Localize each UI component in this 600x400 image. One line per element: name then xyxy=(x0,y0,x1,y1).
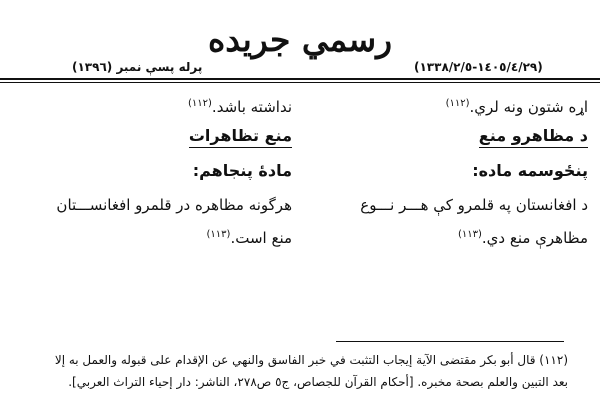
pashto-column xyxy=(316,94,588,253)
footnote-line-2: بعد التبين والعلم بصحة مخبره. [أحكام القرآن للجصاص، ج٥ ص٢٧٨، الناشر: دار إحياء التراث العربي]. xyxy=(68,375,568,389)
issue-dates: (١٤٠٥/٤/٢٩-١٣٣٨/٢/٥) xyxy=(414,60,543,74)
dari-body-footnote-ref: (١١٣) xyxy=(206,229,231,240)
pashto-body-line-1: د افغانستان په قلمرو کې هـــر نـــوع xyxy=(360,196,588,214)
pashto-body-line-2-text: مظاهرې منع دي. xyxy=(481,229,588,247)
dari-article-body xyxy=(14,190,292,253)
pashto-body-footnote-ref: (١١٣) xyxy=(457,229,482,240)
header-rule-thick xyxy=(0,78,600,80)
gazette-title: رسمي جريده xyxy=(207,20,393,59)
footnote xyxy=(10,349,568,393)
dari-body-line-1: هرگونه مظاهره در قلمرو افغانســـتان xyxy=(56,196,292,214)
pashto-section-heading: د مظاهرو منع xyxy=(479,125,588,148)
footnote-separator xyxy=(336,341,564,342)
dari-intro-footnote-ref: (١١٢) xyxy=(187,98,212,109)
dari-column xyxy=(14,94,292,253)
footnote-line-1: (١١٢) قال أبو بكر مقتضى الآية إيجاب التثبت في خبر الفاسق والنهي عن الإقدام على قبوله والعمل به إلا xyxy=(54,353,568,367)
dari-section-heading: منع تظاهرات xyxy=(189,125,292,148)
pashto-intro-footnote-ref: (١١٢) xyxy=(445,98,470,109)
pashto-article-label: پنځوسمه ماده: xyxy=(472,161,588,180)
pashto-article-body xyxy=(316,190,588,253)
pashto-intro-line xyxy=(316,94,588,117)
dari-intro-text: نداشته باشد. xyxy=(211,98,292,116)
dari-intro-line xyxy=(14,94,292,117)
header-rule-thin xyxy=(0,82,600,83)
dari-body-line-2-text: منع است. xyxy=(230,229,292,247)
dari-body-line-2 xyxy=(14,220,292,253)
pashto-body-line-2 xyxy=(316,220,588,253)
issue-number: پرله پسې نمبر (١٣٩٦) xyxy=(72,60,203,74)
dari-article-label: مادهٔ پنجاهم: xyxy=(192,161,292,180)
pashto-intro-text: اړه شتون ونه لري. xyxy=(469,98,588,116)
